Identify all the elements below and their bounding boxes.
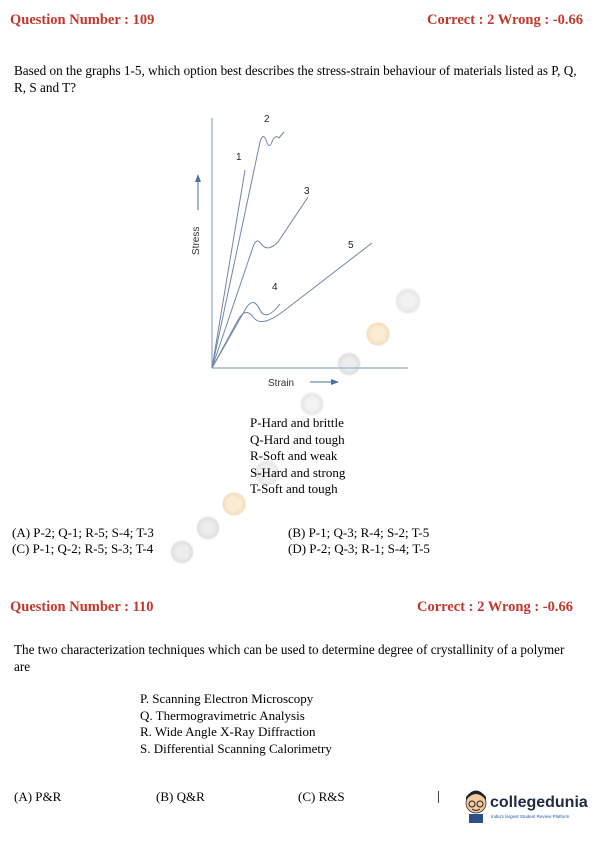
mascot-logo-icon	[462, 790, 490, 824]
question-marks-109: Correct : 2 Wrong : -0.66	[427, 12, 583, 28]
option-b[interactable]: (B) P-1; Q-3; R-4; S-2; T-5	[288, 525, 430, 540]
list-item: P. Scanning Electron Microscopy	[140, 691, 314, 706]
option-b[interactable]: (B) Q&R	[156, 789, 205, 804]
watermark-logo-icon	[300, 392, 324, 416]
option-c[interactable]: (C) R&S	[298, 789, 345, 804]
legend-item: Q-Hard and tough	[250, 431, 345, 447]
legend-item: R-Soft and weak	[250, 448, 338, 463]
legend-item: P-Hard and brittle	[250, 415, 344, 430]
legend-item: S-Hard and strong	[250, 464, 346, 480]
list-item: S. Differential Scanning Calorimetry	[140, 740, 332, 756]
watermark-logo-icon	[196, 516, 220, 540]
logo-wordmark: collegedunia	[490, 794, 588, 811]
list-item: Q. Thermogravimetric Analysis	[140, 707, 305, 723]
logo-tagline: India's largest Student Review Platform	[491, 814, 570, 819]
material-legend	[250, 415, 345, 498]
watermark-logo-icon	[395, 288, 421, 314]
question-text-110: The two characterization techniques which can be used to determine degree of crystallinity of a polymer are	[14, 642, 565, 674]
watermark-logo-icon	[170, 540, 194, 564]
option-d[interactable]: (D) P-2; Q-3; R-1; S-4; T-5	[288, 541, 430, 556]
question-number-110: Question Number : 110	[10, 599, 154, 615]
curve-2	[212, 132, 284, 368]
legend-item: T-Soft and tough	[250, 481, 338, 496]
question-text-109: Based on the graphs 1-5, which option best describes the stress-strain behaviour of materials listed as P, Q, R, S and T?	[14, 63, 577, 95]
curve-label-4: 4	[272, 282, 278, 293]
watermark-logo-icon	[337, 352, 361, 376]
curve-5	[212, 243, 372, 368]
question-number-109: Question Number : 109	[10, 12, 155, 28]
watermark-logo-icon	[366, 322, 390, 346]
divider	[438, 791, 439, 803]
curve-label-2: 2	[264, 114, 270, 125]
option-a[interactable]: (A) P&R	[14, 789, 62, 804]
option-a[interactable]: (A) P-2; Q-1; R-5; S-4; T-3	[12, 525, 154, 540]
y-axis-label: Stress	[191, 226, 202, 255]
stress-strain-graph	[150, 110, 430, 400]
technique-list	[140, 691, 332, 757]
curve-label-5: 5	[348, 240, 354, 251]
watermark-logo-icon	[222, 492, 246, 516]
curve-label-1: 1	[236, 152, 242, 163]
x-axis-label: Strain	[268, 378, 295, 389]
option-c[interactable]: (C) P-1; Q-2; R-5; S-3; T-4	[12, 541, 154, 556]
curve-label-3: 3	[304, 186, 310, 197]
question-marks-110: Correct : 2 Wrong : -0.66	[417, 599, 573, 615]
list-item: R. Wide Angle X-Ray Diffraction	[140, 724, 316, 739]
